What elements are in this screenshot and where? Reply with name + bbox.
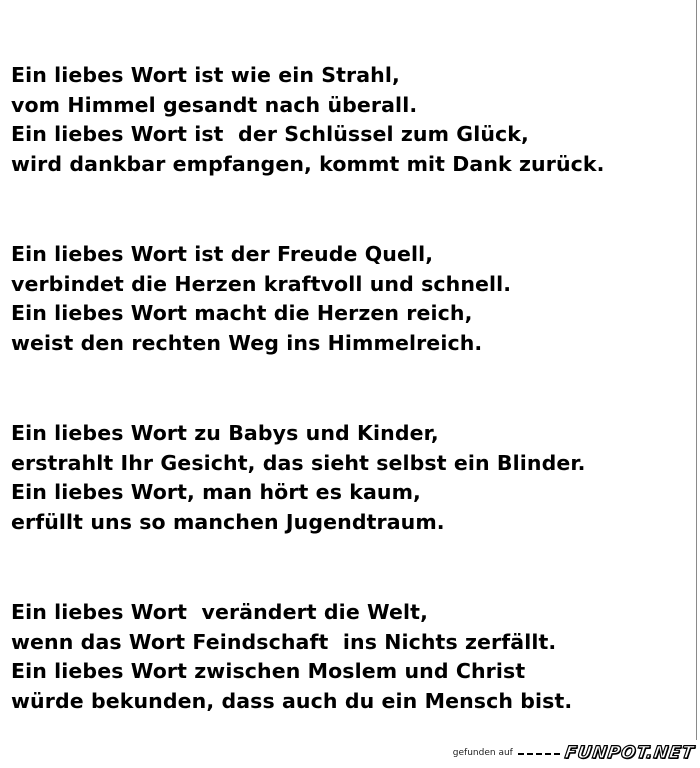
poem-line: Ein liebes Wort ist der Schlüssel zum Glück, — [11, 122, 529, 146]
poem-line: Ein liebes Wort macht die Herzen reich, — [11, 301, 473, 325]
watermark-rule — [518, 753, 560, 755]
found-on-text: gefunden auf — [452, 748, 513, 758]
poem-line: erstrahlt Ihr Gesicht, das sieht selbst ein Blinder. — [11, 450, 586, 475]
poem-line: erfüllt uns so manchen Jugendtraum. — [11, 509, 445, 534]
poem — [11, 61, 691, 716]
stanza-3 — [11, 419, 691, 537]
poem-line: Ein liebes Wort ist der Freude Quell, — [11, 242, 434, 266]
poem-line: vom Himmel gesandt nach überall. — [11, 92, 418, 117]
poem-line: Ein liebes Wort, man hört es kaum, — [11, 480, 421, 504]
stanza-4 — [11, 598, 691, 716]
poem-line: wenn das Wort Feindschaft ins Nichts zerfällt. — [11, 629, 557, 654]
poem-line: Ein liebes Wort verändert die Welt, — [11, 600, 428, 624]
stanza-1 — [11, 61, 691, 179]
poem-line: weist den rechten Weg ins Himmelreich. — [11, 330, 483, 355]
poem-line: verbindet die Herzen kraftvoll und schnell. — [11, 271, 512, 296]
stanza-2 — [11, 240, 691, 358]
scan-edge-line — [696, 0, 697, 740]
poem-line: Ein liebes Wort zwischen Moslem und Christ — [11, 659, 526, 683]
watermark — [453, 741, 694, 765]
poem-line: Ein liebes Wort ist wie ein Strahl, — [11, 63, 400, 87]
site-logo[interactable]: FUNPOT.NET — [563, 743, 696, 763]
poem-line: würde bekunden, dass auch du ein Mensch bist. — [11, 688, 573, 713]
poem-line: wird dankbar empfangen, kommt mit Dank zurück. — [11, 151, 605, 176]
poem-line: Ein liebes Wort zu Babys und Kinder, — [11, 421, 439, 445]
